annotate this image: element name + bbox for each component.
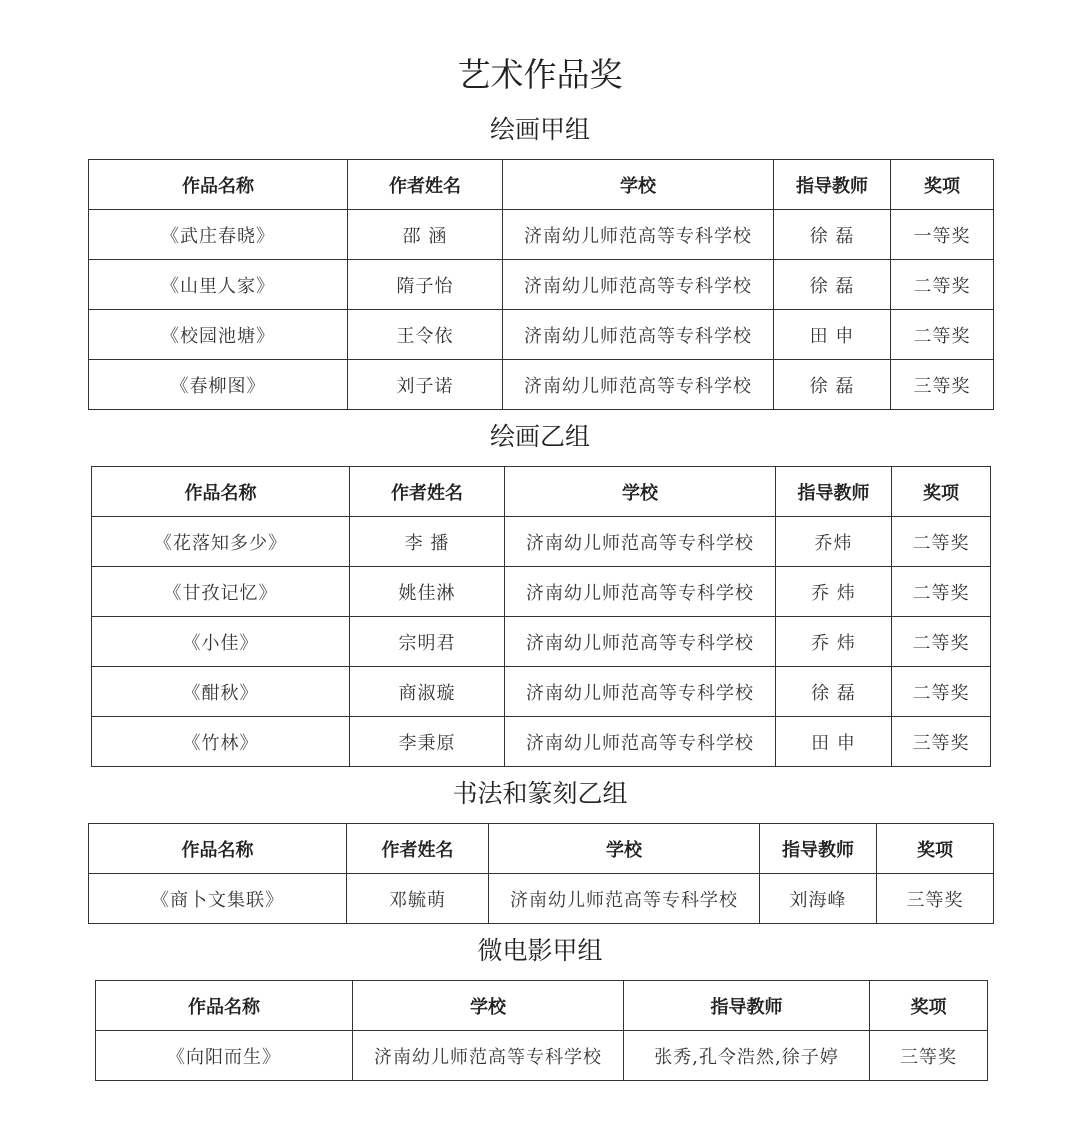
table-painting-b: [91, 466, 991, 767]
cell-award: 二等奖: [891, 260, 994, 310]
table-row: [92, 617, 991, 667]
cell-school: 济南幼儿师范高等专科学校: [489, 874, 760, 924]
cell-title: 《山里人家》: [89, 260, 348, 310]
cell-author: 李 播: [350, 517, 505, 567]
column-header-advisor: 指导教师: [624, 981, 870, 1031]
cell-school: 济南幼儿师范高等专科学校: [505, 617, 776, 667]
table-calligraphy-b: [88, 823, 994, 924]
cell-advisor: 田 申: [774, 310, 891, 360]
table-row: [89, 260, 994, 310]
table-microfilm-a: [95, 980, 988, 1081]
cell-award: 三等奖: [892, 717, 991, 767]
cell-title: 《酣秋》: [92, 667, 350, 717]
cell-advisor: 徐 磊: [776, 667, 892, 717]
cell-title: 《小佳》: [92, 617, 350, 667]
cell-author: 邓毓萌: [347, 874, 489, 924]
table-row: [92, 517, 991, 567]
table-row: [92, 667, 991, 717]
column-header-advisor: 指导教师: [776, 467, 892, 517]
column-header-school: 学校: [505, 467, 776, 517]
column-header-school: 学校: [503, 160, 774, 210]
cell-title: 《花落知多少》: [92, 517, 350, 567]
cell-award: 二等奖: [891, 310, 994, 360]
column-header-author: 作者姓名: [348, 160, 503, 210]
table-row: [89, 210, 994, 260]
cell-award: 三等奖: [891, 360, 994, 410]
page-title: 艺术作品奖: [457, 55, 623, 94]
cell-advisor: 徐 磊: [774, 360, 891, 410]
cell-advisor: 徐 磊: [774, 210, 891, 260]
cell-school: 济南幼儿师范高等专科学校: [503, 210, 774, 260]
cell-advisor: 刘海峰: [760, 874, 877, 924]
cell-advisor: 乔 炜: [776, 567, 892, 617]
table-header-row: [89, 824, 994, 874]
cell-title: 《校园池塘》: [89, 310, 348, 360]
cell-author: 王令依: [348, 310, 503, 360]
cell-school: 济南幼儿师范高等专科学校: [505, 667, 776, 717]
cell-award: 二等奖: [892, 667, 991, 717]
column-header-award: 奖项: [877, 824, 994, 874]
cell-title: 《商卜文集联》: [89, 874, 347, 924]
section-title-microfilm-a: 微电影甲组: [477, 936, 603, 965]
column-header-title: 作品名称: [89, 160, 348, 210]
cell-title: 《竹林》: [92, 717, 350, 767]
cell-award: 一等奖: [891, 210, 994, 260]
table-header-row: [96, 981, 988, 1031]
cell-advisor: 乔 炜: [776, 617, 892, 667]
table-painting-a: [88, 159, 994, 410]
cell-school: 济南幼儿师范高等专科学校: [503, 360, 774, 410]
column-header-advisor: 指导教师: [760, 824, 877, 874]
column-header-school: 学校: [353, 981, 624, 1031]
table-row: [92, 717, 991, 767]
cell-award: 三等奖: [877, 874, 994, 924]
column-header-advisor: 指导教师: [774, 160, 891, 210]
table-header-row: [92, 467, 991, 517]
cell-author: 李秉原: [350, 717, 505, 767]
column-header-author: 作者姓名: [347, 824, 489, 874]
cell-award: 二等奖: [892, 567, 991, 617]
cell-school: 济南幼儿师范高等专科学校: [503, 260, 774, 310]
cell-author: 刘子诺: [348, 360, 503, 410]
table-row: [89, 310, 994, 360]
column-header-award: 奖项: [892, 467, 991, 517]
column-header-author: 作者姓名: [350, 467, 505, 517]
column-header-title: 作品名称: [92, 467, 350, 517]
table-row: [89, 360, 994, 410]
cell-school: 济南幼儿师范高等专科学校: [505, 717, 776, 767]
cell-advisor: 乔炜: [776, 517, 892, 567]
cell-author: 商淑璇: [350, 667, 505, 717]
section-title-painting-b: 绘画乙组: [489, 422, 590, 451]
cell-award: 二等奖: [892, 617, 991, 667]
cell-title: 《春柳图》: [89, 360, 348, 410]
cell-school: 济南幼儿师范高等专科学校: [353, 1031, 624, 1081]
cell-author: 隋子怡: [348, 260, 503, 310]
section-title-painting-a: 绘画甲组: [489, 115, 590, 144]
cell-school: 济南幼儿师范高等专科学校: [505, 517, 776, 567]
cell-author: 邵 涵: [348, 210, 503, 260]
cell-award: 三等奖: [870, 1031, 988, 1081]
cell-title: 《向阳而生》: [96, 1031, 353, 1081]
cell-school: 济南幼儿师范高等专科学校: [503, 310, 774, 360]
cell-school: 济南幼儿师范高等专科学校: [505, 567, 776, 617]
cell-advisor: 田 申: [776, 717, 892, 767]
table-row: [96, 1031, 988, 1081]
cell-title: 《甘孜记忆》: [92, 567, 350, 617]
column-header-title: 作品名称: [89, 824, 347, 874]
table-row: [92, 567, 991, 617]
table-row: [89, 874, 994, 924]
table-header-row: [89, 160, 994, 210]
column-header-award: 奖项: [870, 981, 988, 1031]
section-title-calligraphy-b: 书法和篆刻乙组: [452, 779, 628, 808]
cell-author: 宗明君: [350, 617, 505, 667]
cell-title: 《武庄春晓》: [89, 210, 348, 260]
column-header-school: 学校: [489, 824, 760, 874]
cell-author: 姚佳淋: [350, 567, 505, 617]
column-header-award: 奖项: [891, 160, 994, 210]
cell-award: 二等奖: [892, 517, 991, 567]
column-header-title: 作品名称: [96, 981, 353, 1031]
cell-advisor: 徐 磊: [774, 260, 891, 310]
cell-advisor: 张秀,孔令浩然,徐子婷: [624, 1031, 870, 1081]
